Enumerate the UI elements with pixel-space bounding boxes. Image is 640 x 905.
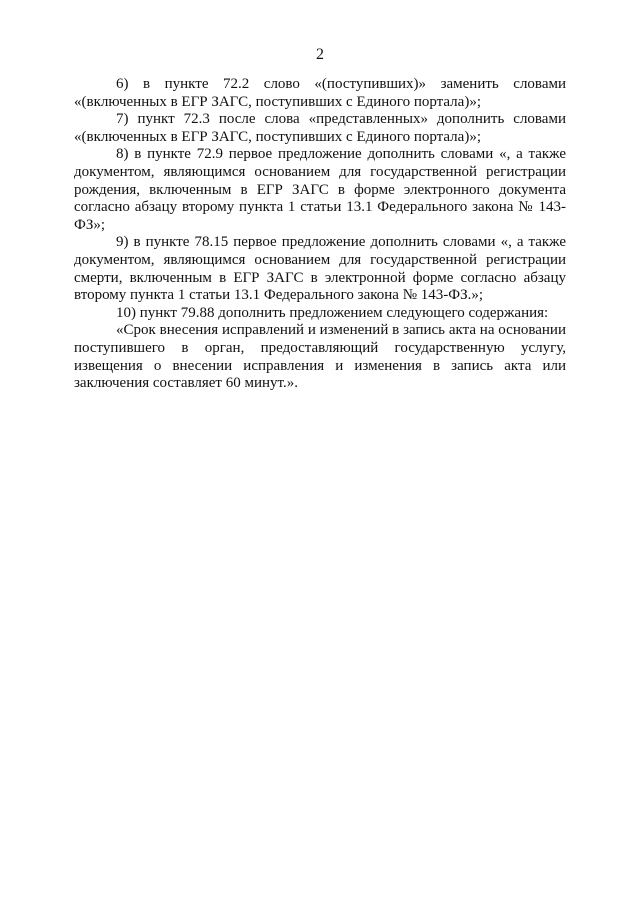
paragraph-item-8: 8) в пункте 72.9 первое предложение дополнить словами «, а также документом, являющимся основанием для государственной регистрации рождения, включенным в ЕГР ЗАГС в форме электронного документа согласно абзацу второму пункта 1 статьи 13.1 Федерального закона № 143-ФЗ»; bbox=[74, 146, 566, 233]
page-number: 2 bbox=[316, 46, 324, 63]
paragraph-item-9: 9) в пункте 78.15 первое предложение дополнить словами «, а также документом, являющимся основанием для государственной регистрации смерти, включенным в ЕГР ЗАГС в электронной форме согласно абзацу второму пункта 1 статьи 13.1 Федерального закона № 143-ФЗ.»; bbox=[74, 234, 566, 304]
document-body bbox=[74, 76, 566, 393]
paragraph-item-6: 6) в пункте 72.2 слово «(поступивших)» заменить словами «(включенных в ЕГР ЗАГС, поступивших с Единого портала)»; bbox=[74, 76, 566, 110]
paragraph-item-10: 10) пункт 79.88 дополнить предложением следующего содержания: bbox=[116, 304, 549, 321]
quoted-addition: «Срок внесения исправлений и изменений в запись акта на основании поступившего в орган, предоставляющий государственную услугу, извещения о внесении исправления и изменения в запись акта или заключения составляет 60 минут.». bbox=[74, 322, 566, 392]
paragraph-item-7: 7) пункт 72.3 после слова «представленных» дополнить словами «(включенных в ЕГР ЗАГС, поступивших с Единого портала)»; bbox=[74, 111, 566, 145]
